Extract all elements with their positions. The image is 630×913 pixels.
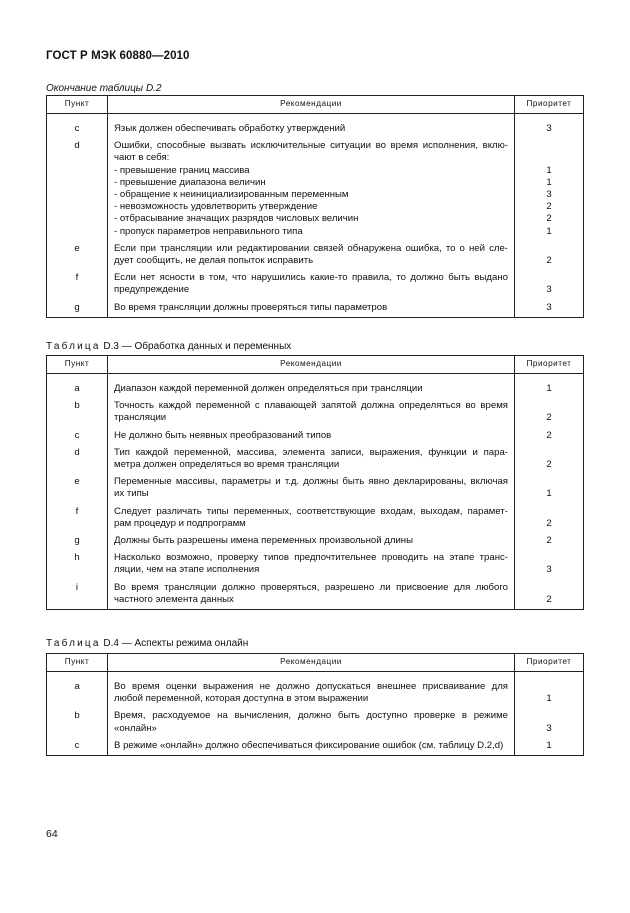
- recommendation-line: Во время трансляции должны проверяться типы параметров: [114, 301, 388, 313]
- priority-value: 3: [546, 722, 552, 734]
- row-priority: [515, 679, 584, 708]
- recommendation-line: Ошибки, способные вызвать исключительные ситуации во время исполнения, вклю-: [114, 140, 508, 152]
- priority-value: 2: [546, 535, 552, 547]
- table-d2-caption: Окончание таблицы D.2: [46, 83, 162, 94]
- table-row: [47, 580, 584, 610]
- row-priority: [515, 121, 584, 138]
- row-item-label: g: [47, 533, 108, 550]
- priority-value: 3: [546, 564, 552, 576]
- table-row: [47, 381, 584, 398]
- row-recommendation: [108, 270, 515, 299]
- row-item-label: f: [47, 504, 108, 533]
- table-row: [47, 738, 584, 756]
- page-number: 64: [46, 828, 58, 840]
- priority-value: 3: [546, 301, 552, 313]
- row-item-label: e: [47, 474, 108, 503]
- priority-value: [515, 152, 583, 164]
- table-row: [47, 445, 584, 474]
- priority-value: [515, 476, 583, 488]
- row-priority: [515, 381, 584, 398]
- table-row: [47, 708, 584, 737]
- table-row: [47, 300, 584, 318]
- row-item-label: a: [47, 381, 108, 398]
- row-priority: [515, 398, 584, 427]
- recommendation-line: - невозможность удовлетворить утверждение: [114, 201, 318, 213]
- recommendation-line: Насколько возможно, проверку типов предпочтительнее проводить на этапе транс-: [114, 552, 508, 564]
- table-row: [47, 679, 584, 708]
- priority-value: 3: [546, 284, 552, 296]
- priority-value: 2: [546, 255, 552, 267]
- row-recommendation: [108, 300, 515, 318]
- table-d3-caption: [46, 341, 291, 352]
- table-d3-caption-label: Таблица: [46, 341, 101, 352]
- recommendation-line: Переменные массивы, параметры и т.д. должны быть явно декларированы, включая: [114, 476, 508, 488]
- row-recommendation: [108, 504, 515, 533]
- row-item-label: c: [47, 428, 108, 445]
- row-priority: [515, 300, 584, 318]
- priority-value: 2: [546, 459, 552, 471]
- recommendation-line: трансляции: [114, 412, 167, 424]
- column-header-priority: Приоритет: [515, 356, 584, 374]
- row-recommendation: [108, 708, 515, 737]
- recommendation-line: Диапазон каждой переменной должен определяться при трансляции: [114, 383, 423, 394]
- row-recommendation: [108, 533, 515, 550]
- row-recommendation: [108, 550, 515, 579]
- priority-value: [515, 272, 583, 284]
- row-item-label: c: [47, 738, 108, 756]
- table-row: [47, 550, 584, 579]
- priority-value: [515, 506, 583, 518]
- row-priority: [515, 270, 584, 299]
- table-d3-caption-text: D.3 — Обработка данных и переменных: [100, 341, 292, 352]
- table-spacer-row: [47, 114, 584, 122]
- recommendation-line: - отбрасывание значащих разрядов числовых величин: [114, 213, 359, 225]
- table-spacer-row: [47, 672, 584, 680]
- recommendation-line: их типы: [114, 488, 149, 500]
- column-header-item: Пункт: [47, 96, 108, 114]
- priority-value: [515, 710, 583, 722]
- row-item-label: b: [47, 398, 108, 427]
- recommendation-line: Если при трансляции или редактировании связей обнаружена ошибка, то о ней сле-: [114, 242, 508, 254]
- priority-value: 1: [546, 176, 552, 188]
- table-header-row: [47, 654, 584, 672]
- row-item-label: h: [47, 550, 108, 579]
- recommendation-line: Во время трансляции должно проверяться, разрешено ли присвоение для любого: [114, 581, 508, 593]
- column-header-recommendations: Рекомендации: [108, 356, 515, 374]
- priority-value: 1: [546, 693, 552, 705]
- row-priority: [515, 504, 584, 533]
- row-recommendation: [108, 445, 515, 474]
- spacer-cell: [515, 114, 584, 122]
- table-row: [47, 121, 584, 138]
- row-recommendation: [108, 738, 515, 756]
- row-recommendation: [108, 398, 515, 427]
- row-item-label: i: [47, 580, 108, 610]
- column-header-recommendations: Рекомендации: [108, 96, 515, 114]
- recommendation-line: предупреждение: [114, 284, 190, 296]
- table-d4-caption-text: D.4 — Аспекты режима онлайн: [100, 638, 249, 649]
- recommendation-line: - пропуск параметров неправильного типа: [114, 225, 303, 237]
- row-item-label: b: [47, 708, 108, 737]
- priority-value: 1: [546, 739, 552, 751]
- priority-value: 2: [546, 593, 552, 605]
- recommendation-line: Тип каждой переменной, массива, элемента записи, выражения, функции и пара-: [114, 446, 508, 458]
- table-row: [47, 533, 584, 550]
- column-header-recommendations: Рекомендации: [108, 654, 515, 672]
- recommendation-line: Если нет ясности в том, что нарушились какие-то правила, то должно быть выдано: [114, 272, 508, 284]
- recommendation-line: метра должен определяться во время трансляции: [114, 459, 340, 471]
- table-d4-caption-label: Таблица: [46, 638, 101, 649]
- row-priority: [515, 708, 584, 737]
- spacer-cell: [108, 672, 515, 680]
- row-recommendation: [108, 679, 515, 708]
- recommendation-line: - превышение границ массива: [114, 164, 250, 176]
- recommendation-line: любой переменной, которая доступна в этом выражении: [114, 693, 369, 705]
- priority-value: [515, 681, 583, 693]
- priority-value: 1: [546, 164, 552, 176]
- recommendation-line: В режиме «онлайн» должно обеспечиваться фиксирование ошибок (см. таблицу D.2,d): [114, 739, 504, 751]
- priority-value: 2: [546, 213, 552, 225]
- row-item-label: g: [47, 300, 108, 318]
- column-header-item: Пункт: [47, 356, 108, 374]
- column-header-priority: Приоритет: [515, 654, 584, 672]
- row-recommendation: [108, 381, 515, 398]
- spacer-cell: [515, 374, 584, 382]
- table-row: [47, 241, 584, 270]
- recommendation-line: чают в себя:: [114, 152, 170, 164]
- priority-value: [515, 582, 583, 594]
- column-header-priority: Приоритет: [515, 96, 584, 114]
- row-priority: [515, 533, 584, 550]
- row-item-label: a: [47, 679, 108, 708]
- recommendation-line: ляции, чем на этапе исполнения: [114, 564, 260, 576]
- priority-value: [515, 140, 583, 152]
- priority-value: 3: [546, 123, 552, 134]
- row-recommendation: [108, 121, 515, 138]
- spacer-cell: [515, 672, 584, 680]
- row-priority: [515, 474, 584, 503]
- recommendation-line: Во время оценки выражения не должно допускаться внешнее присваивание для: [114, 681, 508, 692]
- recommendation-line: - обращение к неинициализированным переменным: [114, 189, 349, 201]
- table-header-row: [47, 356, 584, 374]
- priority-value: 1: [546, 488, 552, 500]
- table-d3: [46, 355, 584, 610]
- recommendation-line: Должны быть разрешены имена переменных произвольной длины: [114, 535, 413, 547]
- row-item-label: d: [47, 445, 108, 474]
- recommendation-line: Не должно быть неявных преобразований типов: [114, 429, 332, 441]
- row-recommendation: [108, 474, 515, 503]
- priority-value: 2: [546, 429, 552, 441]
- table-row: [47, 428, 584, 445]
- row-priority: [515, 138, 584, 241]
- row-priority: [515, 580, 584, 610]
- priority-value: 1: [546, 225, 552, 237]
- recommendation-line: Язык должен обеспечивать обработку утверждений: [114, 123, 346, 134]
- table-d4-caption: [46, 638, 248, 649]
- spacer-cell: [108, 374, 515, 382]
- priority-value: [515, 400, 583, 412]
- recommendation-line: частного элемента данных: [114, 593, 234, 605]
- recommendation-line: - превышение диапазона величин: [114, 176, 266, 188]
- row-priority: [515, 428, 584, 445]
- priority-value: 2: [546, 517, 552, 529]
- table-header-row: [47, 96, 584, 114]
- row-item-label: d: [47, 138, 108, 241]
- table-row: [47, 270, 584, 299]
- recommendation-line: «онлайн»: [114, 722, 157, 734]
- table-row: [47, 474, 584, 503]
- priority-value: 3: [546, 189, 552, 201]
- document-header: ГОСТ Р МЭК 60880—2010: [46, 50, 190, 62]
- table-spacer-row: [47, 374, 584, 382]
- spacer-cell: [47, 374, 108, 382]
- table-d2: [46, 95, 584, 318]
- row-item-label: c: [47, 121, 108, 138]
- priority-value: [515, 243, 583, 255]
- column-header-item: Пункт: [47, 654, 108, 672]
- priority-value: [515, 552, 583, 564]
- recommendation-line: дует сообщить, не делая попыток исправить: [114, 255, 314, 267]
- table-row: [47, 138, 584, 241]
- row-recommendation: [108, 428, 515, 445]
- row-recommendation: [108, 138, 515, 241]
- row-priority: [515, 445, 584, 474]
- row-priority: [515, 550, 584, 579]
- priority-value: 2: [546, 412, 552, 424]
- priority-value: [515, 447, 583, 459]
- priority-value: 1: [546, 383, 552, 394]
- row-recommendation: [108, 241, 515, 270]
- recommendation-line: Следует различать типы переменных, соответствующие входам, выходам, парамет-: [114, 505, 508, 517]
- row-recommendation: [108, 580, 515, 610]
- row-item-label: e: [47, 241, 108, 270]
- row-priority: [515, 738, 584, 756]
- table-row: [47, 398, 584, 427]
- priority-value: 2: [546, 201, 552, 213]
- spacer-cell: [108, 114, 515, 122]
- table-d4: [46, 653, 584, 756]
- table-row: [47, 504, 584, 533]
- row-priority: [515, 241, 584, 270]
- spacer-cell: [47, 672, 108, 680]
- row-item-label: f: [47, 270, 108, 299]
- recommendation-line: Точность каждой переменной с плавающей запятой должна определяться во время: [114, 400, 508, 412]
- recommendation-line: рам процедур и подпрограмм: [114, 517, 246, 529]
- recommendation-line: Время, расходуемое на вычисления, должно быть доступно проверке в режиме: [114, 710, 508, 722]
- spacer-cell: [47, 114, 108, 122]
